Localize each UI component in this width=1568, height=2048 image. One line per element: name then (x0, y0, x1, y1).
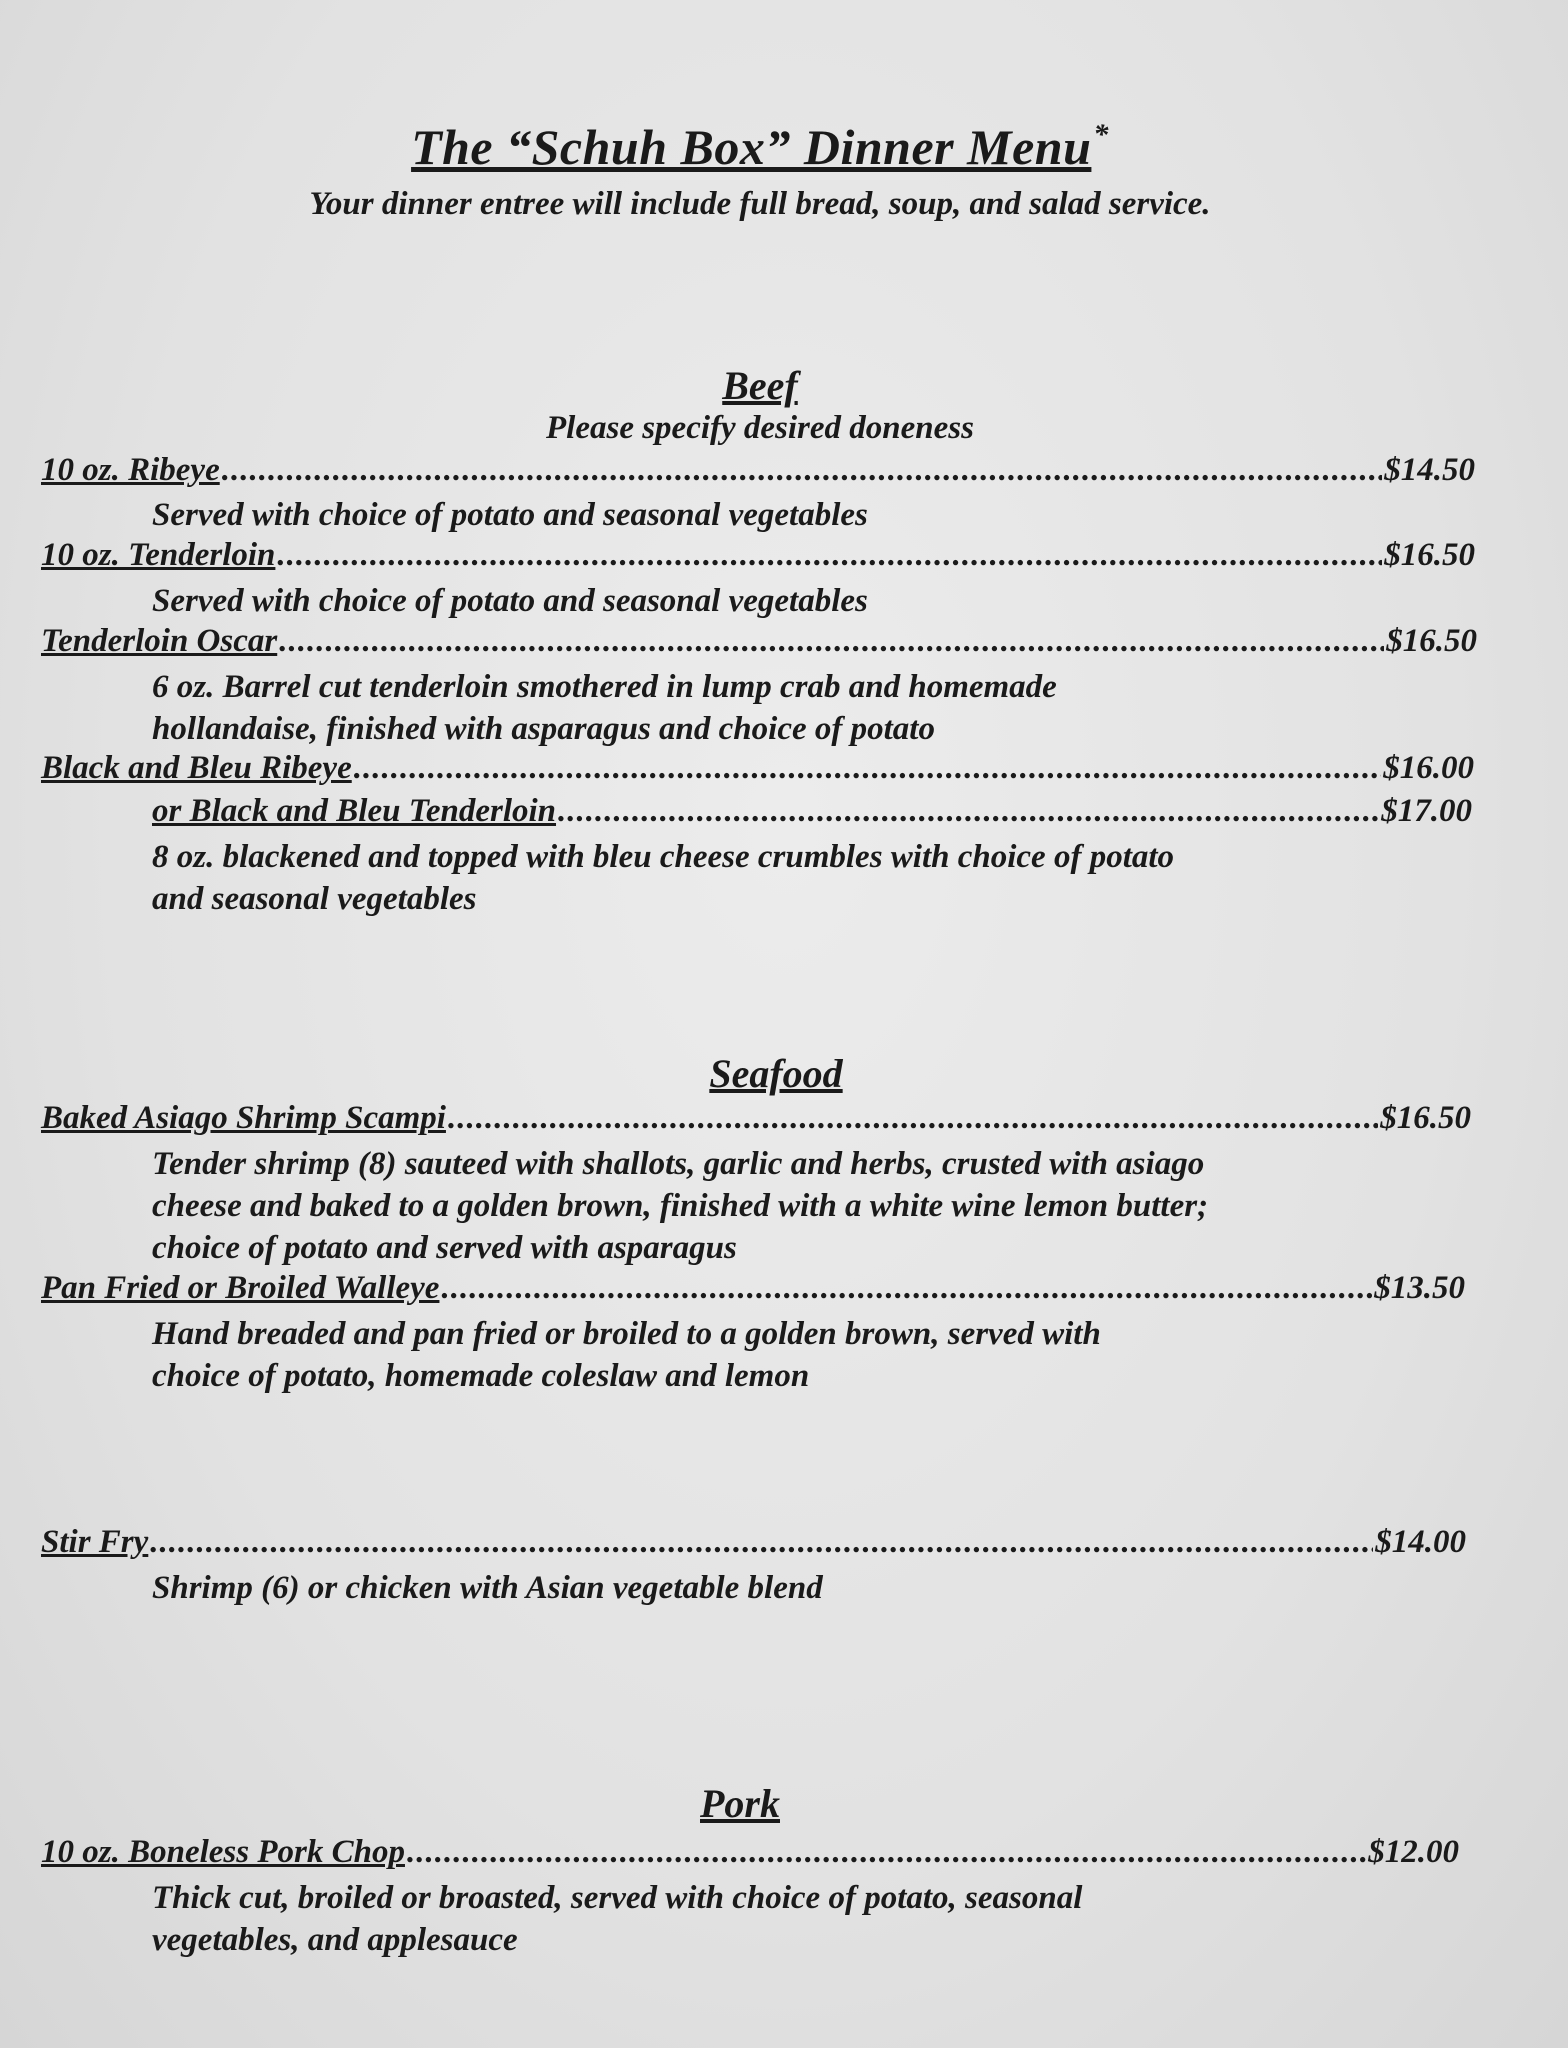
item-price: $14.50 (1384, 452, 1475, 488)
item-description: 8 oz. blackened and topped with bleu cheese crumbles with choice of potato and seasonal vegetables (152, 839, 1175, 917)
item-name: 10 oz. Boneless Pork Chop (41, 1834, 405, 1870)
dot-leader (279, 623, 1384, 660)
title-asterisk: * (1093, 118, 1109, 151)
dot-leader (448, 1100, 1378, 1137)
menu-item-tenderloin (41, 537, 1475, 574)
menu-item-black-bleu-ribeye (41, 750, 1474, 787)
item-price: $16.50 (1384, 537, 1475, 573)
menu-item-shrimp-scampi (41, 1100, 1471, 1137)
item-price: $17.00 (1381, 793, 1472, 829)
item-description: Served with choice of potato and seasonal vegetables (152, 583, 868, 619)
item-name: or Black and Bleu Tenderloin (152, 793, 557, 829)
menu-item-ribeye (41, 452, 1475, 489)
menu-item-black-bleu-tenderloin (152, 793, 1472, 830)
beef-doneness-note: Please specify desired doneness (546, 410, 974, 446)
menu-item-walleye (41, 1270, 1465, 1307)
item-name: 10 oz. Tenderloin (41, 537, 276, 573)
item-name: Black and Bleu Ribeye (41, 750, 352, 786)
item-description: 6 oz. Barrel cut tenderloin smothered in lump crab and homemade hollandaise, finished with asparagus and choice of potato (152, 669, 1057, 747)
item-price: $14.00 (1375, 1524, 1466, 1560)
item-name: Baked Asiago Shrimp Scampi (41, 1100, 446, 1136)
section-heading-beef: Beef (722, 363, 798, 408)
item-price: $16.50 (1386, 623, 1477, 659)
dot-leader (277, 537, 1382, 574)
menu-item-stir-fry (41, 1524, 1466, 1561)
item-description: Tender shrimp (8) sauteed with shallots, garlic and herbs, crusted with asiago cheese and baked to a golden brown, finished with a white wine lemon butter; choice of potato and served with asparagus (152, 1146, 1209, 1266)
item-description: Shrimp (6) or chicken with Asian vegetable blend (152, 1570, 823, 1606)
item-description: Served with choice of potato and seasonal vegetables (152, 497, 868, 533)
dot-leader (441, 1270, 1372, 1307)
item-price: $12.00 (1368, 1834, 1459, 1870)
item-name: Pan Fried or Broiled Walleye (41, 1270, 440, 1306)
dot-leader (407, 1834, 1366, 1871)
item-price: $13.50 (1374, 1270, 1465, 1306)
item-name: Tenderloin Oscar (41, 623, 278, 659)
dot-leader (354, 750, 1382, 787)
menu-item-pork-chop (41, 1834, 1459, 1871)
menu-item-tenderloin-oscar (41, 623, 1477, 660)
menu-title: The “Schuh Box” Dinner Menu* (411, 118, 1109, 175)
item-name: Stir Fry (41, 1524, 149, 1560)
item-price: $16.50 (1380, 1100, 1471, 1136)
item-description: Hand breaded and pan fried or broiled to a golden brown, served with choice of potato, homemade coleslaw and lemon (152, 1316, 1101, 1394)
dot-leader (558, 793, 1379, 830)
section-heading-seafood: Seafood (709, 1051, 843, 1096)
dot-leader (150, 1524, 1373, 1561)
dot-leader (222, 452, 1383, 489)
item-description: Thick cut, broiled or broasted, served with choice of potato, seasonal vegetables, and applesauce (152, 1880, 1083, 1958)
section-heading-pork: Pork (700, 1781, 780, 1826)
item-price: $16.00 (1383, 750, 1474, 786)
item-name: 10 oz. Ribeye (41, 452, 220, 488)
menu-subtitle: Your dinner entree will include full bread, soup, and salad service. (309, 186, 1211, 222)
